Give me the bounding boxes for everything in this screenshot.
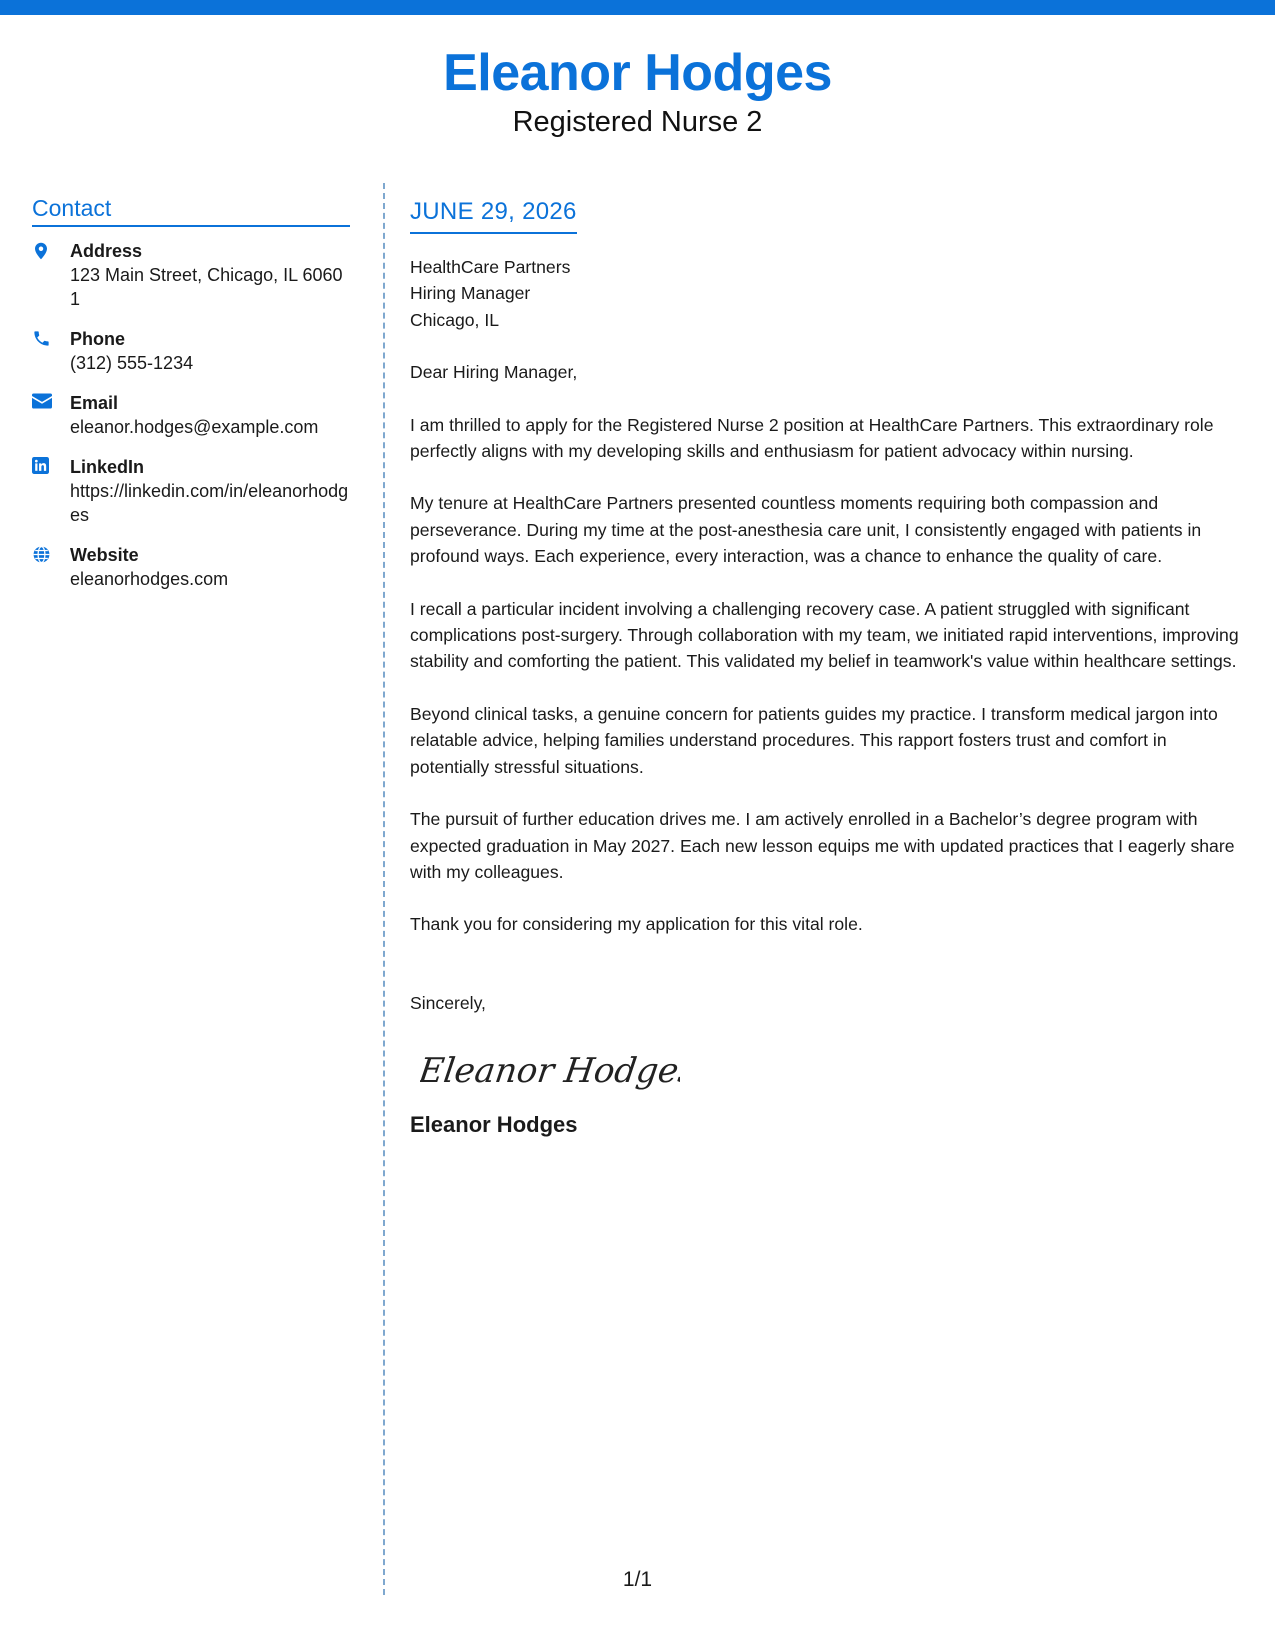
map-pin-icon <box>32 239 70 261</box>
website-value[interactable]: eleanorhodges.com <box>70 569 229 589</box>
contact-label: Phone <box>70 329 126 349</box>
paragraph: I recall a particular incident involving a challenging recovery case. A patient struggled with significant complications post-surgery. Through collaboration with my team, we initiated rapid interventions, improving stability and comforting the patient. This validated my belief in teamwork's value within healthcare settings. <box>410 598 1239 672</box>
paragraph: The pursuit of further education drives me. I am actively enrolled in a Bachelor’s degree program with expected graduation in May 2027. Each new lesson equips me with updated practices that I eagerly share with my colleagues. <box>410 809 1235 882</box>
signature-text: Eleanor Hodges <box>420 1051 680 1092</box>
letter-body <box>410 198 1246 1138</box>
contact-section-title: Contact <box>32 195 350 227</box>
paragraph: I am thrilled to apply for the Registered Nurse 2 position at HealthCare Partners. This extraordinary role perfectly aligns with my developing skills and enthusiasm for patient advocacy within nursing. <box>410 414 1214 462</box>
contact-sidebar <box>32 195 350 607</box>
recipient-block <box>410 254 1246 333</box>
linkedin-value[interactable]: https://linkedin.com/in/eleanorhodges <box>70 481 349 525</box>
linkedin-icon <box>32 455 70 474</box>
salutation: Dear Hiring Manager, <box>410 362 578 383</box>
contact-item-email <box>32 391 350 439</box>
applicant-name: Eleanor Hodges <box>443 44 832 102</box>
paragraph: Beyond clinical tasks, a genuine concern for patients guides my practice. I transform medical jargon into relatable advice, helping families understand procedures. This rapport fosters trust and comfort in potentially stressful situations. <box>410 703 1218 777</box>
handwritten-signature <box>420 1036 1246 1100</box>
page-number: 1/1 <box>622 1568 653 1591</box>
top-accent-bar <box>0 0 1275 15</box>
letter-date: JUNE 29, 2026 <box>410 198 577 234</box>
recipient-company: HealthCare Partners <box>410 257 571 277</box>
paragraph: Thank you for considering my application for this vital role. <box>410 914 863 935</box>
address-value: 123 Main Street, Chicago, IL 60601 <box>70 265 343 309</box>
contact-label: Email <box>70 393 119 413</box>
recipient-location: Chicago, IL <box>410 309 499 330</box>
contact-label: Website <box>70 545 139 565</box>
contact-item-phone <box>32 327 350 375</box>
recipient-role: Hiring Manager <box>410 283 531 304</box>
email-value[interactable]: eleanor.hodges@example.com <box>70 417 319 437</box>
closing: Sincerely, <box>410 992 486 1013</box>
phone-value[interactable]: (312) 555-1234 <box>70 353 194 373</box>
job-title: Registered Nurse 2 <box>512 106 763 138</box>
contact-item-website <box>32 543 350 591</box>
contact-list <box>32 239 350 591</box>
letter-header <box>0 42 1275 140</box>
column-divider <box>383 183 385 1595</box>
globe-icon <box>32 543 70 564</box>
paragraph: My tenure at HealthCare Partners presented countless moments requiring both compassion and perseverance. During my time at the post-anesthesia care unit, I consistently engaged with patients in profound ways. Each experience, every interaction, was a chance to enhance the quality of care. <box>410 493 1202 567</box>
contact-label: LinkedIn <box>70 457 145 477</box>
envelope-icon <box>32 391 70 409</box>
phone-icon <box>32 327 70 348</box>
signer-name: Eleanor Hodges <box>410 1112 578 1138</box>
contact-item-linkedin <box>32 455 350 527</box>
contact-label: Address <box>70 241 143 261</box>
contact-item-address <box>32 239 350 311</box>
